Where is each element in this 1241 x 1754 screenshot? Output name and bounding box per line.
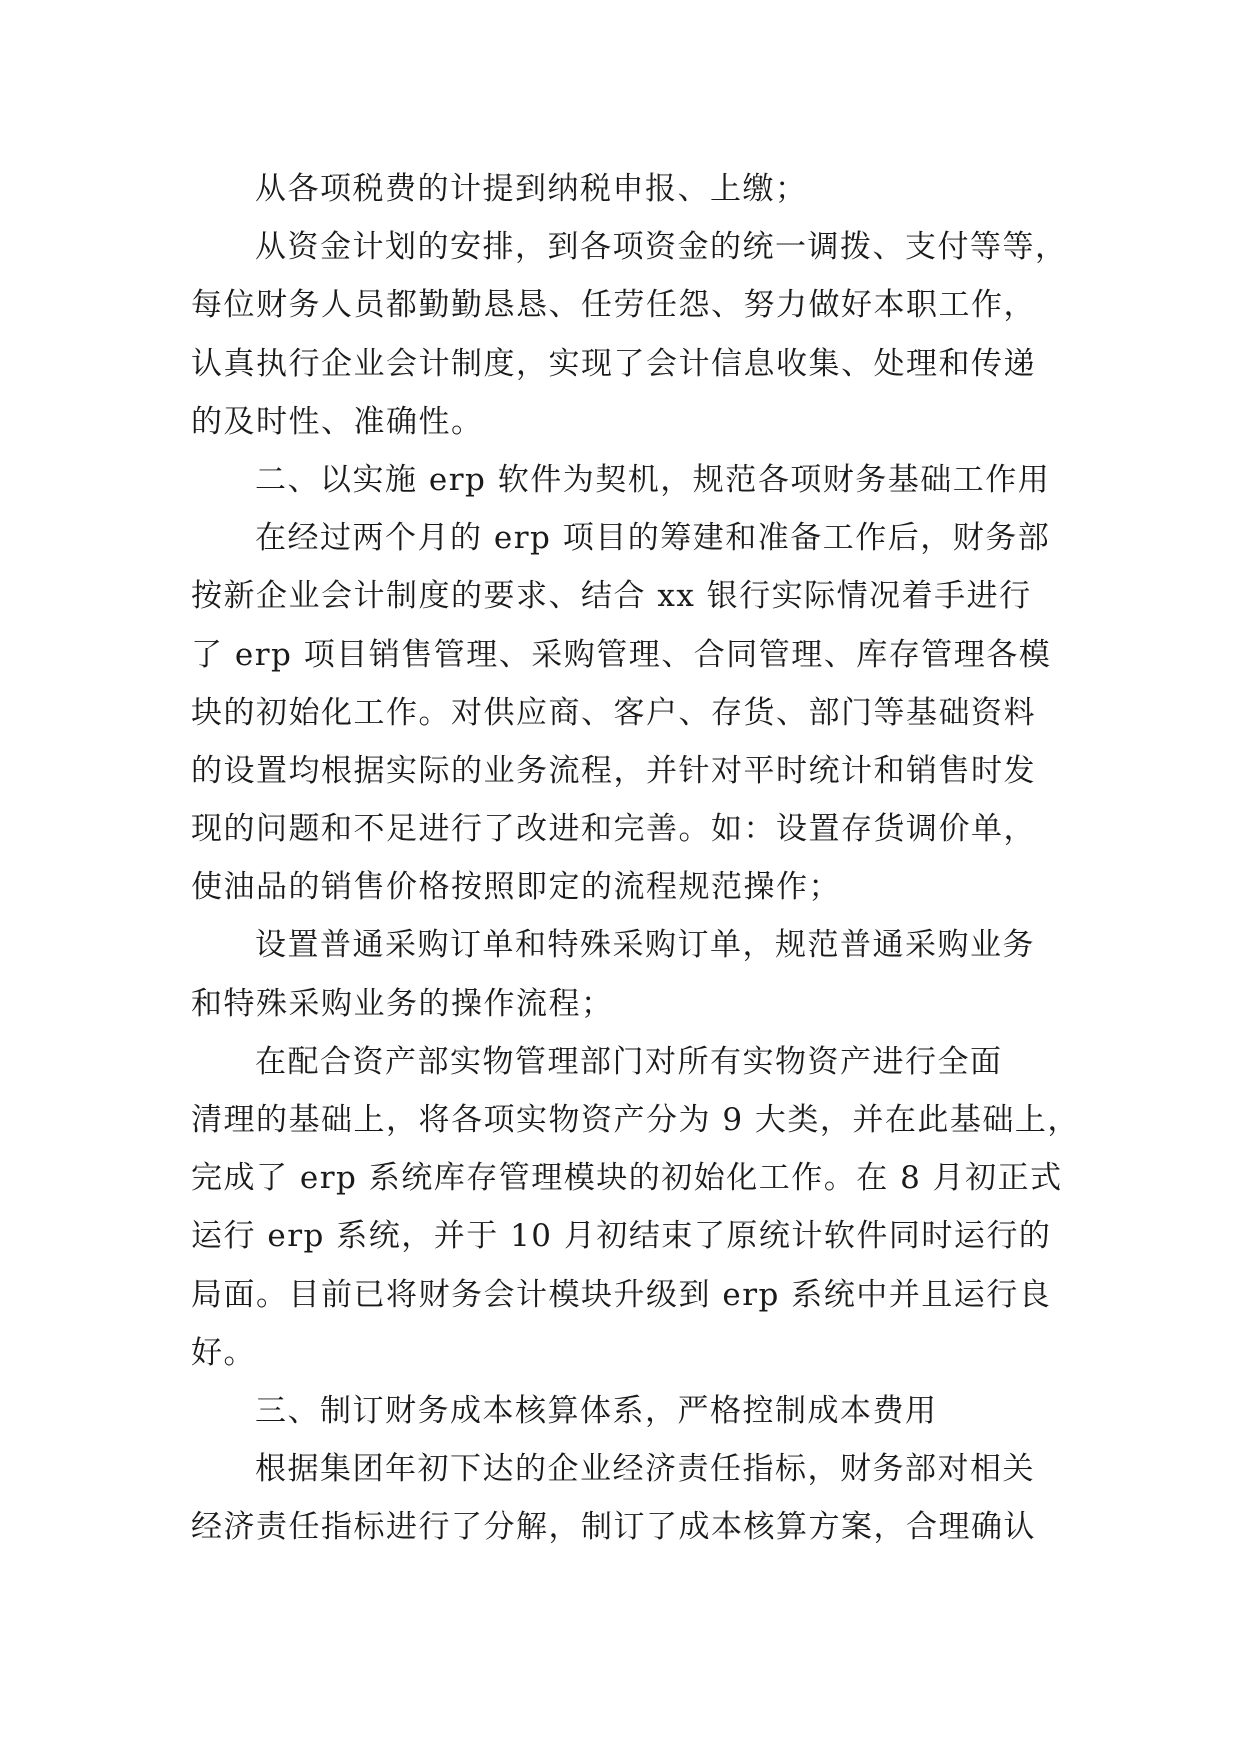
section-heading-text: 三、制订财务成本核算体系，严格控制成本费用: [255, 1392, 938, 1429]
text-line: 在配合资产部实物管理部门对所有实物资产进行全面: [255, 1043, 1003, 1080]
text-line: 的设置均根据实际的业务流程，并针对平时统计和销售时发: [191, 752, 1036, 789]
text-line: 从各项税费的计提到纳税申报、上缴；: [255, 171, 808, 207]
text-line: 局面。目前已将财务会计模块升级到 erp 系统中并且运行良: [191, 1276, 1052, 1313]
text-line: 完成了 erp 系统库存管理模块的初始化工作。在 8 月初正式: [191, 1160, 1063, 1197]
text-line: 和特殊采购业务的操作流程；: [191, 985, 614, 1022]
paragraph-erp-initialization: [191, 509, 1051, 916]
text-line: 的及时性、准确性。: [191, 403, 484, 440]
text-line: 使油品的销售价格按照即定的流程规范操作；: [191, 869, 841, 906]
paragraph-purchase-orders: [191, 916, 1051, 1032]
text-line: 在经过两个月的 erp 项目的筹建和准备工作后，财务部: [255, 520, 1051, 557]
text-line: 好。: [191, 1334, 256, 1371]
text-line: 每位财务人员都勤勤恳恳、任劳任怨、努力做好本职工作，: [191, 287, 1036, 324]
text-line: 了 erp 项目销售管理、采购管理、合同管理、库存管理各模: [191, 636, 1052, 673]
section-heading-erp: [191, 451, 1051, 509]
text-line: 从资金计划的安排，到各项资金的统一调拨、支付等等，: [255, 229, 1068, 266]
document-body: [191, 160, 1080, 1557]
paragraph-tax-filing: [191, 160, 1051, 218]
text-line: 经济责任指标进行了分解，制订了成本核算方案，合理确认: [191, 1509, 1036, 1546]
text-line: 根据集团年初下达的企业经济责任指标，财务部对相关: [255, 1451, 1035, 1488]
text-line: 设置普通采购订单和特殊采购订单，规范普通采购业务: [255, 927, 1035, 964]
text-line: 清理的基础上，将各项实物资产分为 9 大类，并在此基础上，: [191, 1102, 1080, 1138]
paragraph-responsibility-indicators: [191, 1440, 1051, 1556]
paragraph-fund-planning: [191, 218, 1068, 451]
paragraph-asset-inventory: [191, 1033, 1080, 1382]
text-line: 块的初始化工作。对供应商、客户、存货、部门等基础资料: [191, 694, 1036, 731]
text-line: 运行 erp 系统，并于 10 月初结束了原统计软件同时运行的: [191, 1218, 1052, 1255]
text-line: 认真执行企业会计制度，实现了会计信息收集、处理和传递: [191, 345, 1036, 382]
section-heading-cost-accounting: [191, 1382, 1051, 1440]
text-line: 按新企业会计制度的要求、结合 xx 银行实际情况着手进行: [191, 578, 1032, 615]
section-heading-text: 二、以实施 erp 软件为契机，规范各项财务基础工作用: [255, 461, 1051, 498]
text-line: 现的问题和不足进行了改进和完善。如：设置存货调价单，: [191, 811, 1036, 848]
